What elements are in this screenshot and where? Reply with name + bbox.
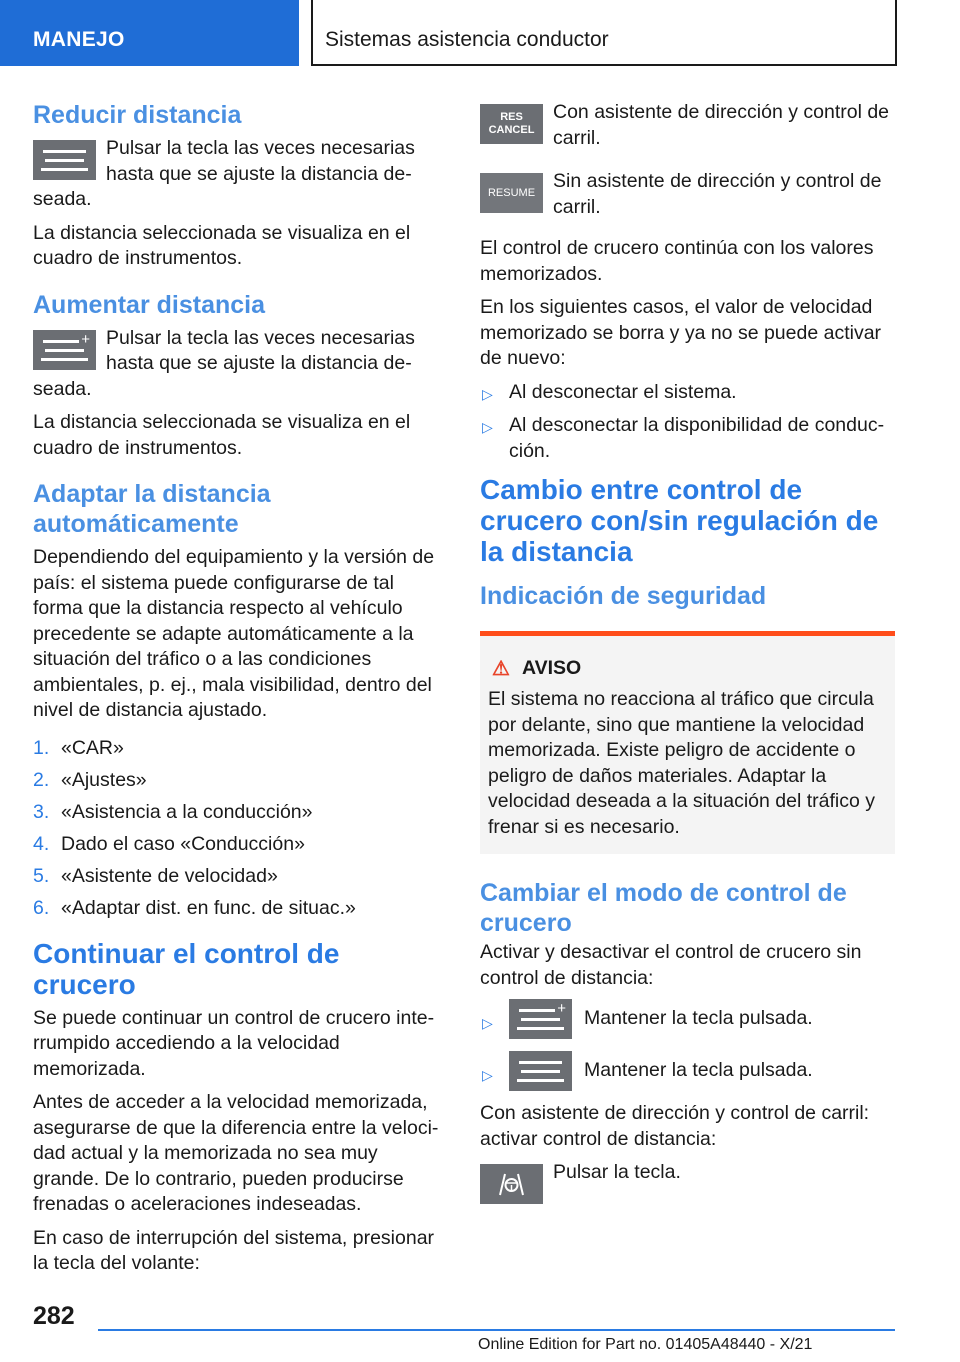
- res-cancel-block: [480, 100, 895, 159]
- warning-triangle-icon: ⚠: [492, 658, 510, 680]
- list-item: ▷ Al desconectar la disponibilidad de conducción.: [482, 414, 885, 462]
- distance-decrease-key-icon: [33, 140, 96, 180]
- list-item: 3. «Asistencia a la conducción»: [33, 800, 313, 823]
- aumentar-note: La distancia seleccionada se visualiza en el cuadro de instrumentos.: [33, 411, 411, 459]
- list-item: ▷ + Mantener la tecla pulsada.: [480, 999, 895, 1039]
- list-item: 5. «Asistente de velocidad»: [33, 864, 278, 887]
- carril-text: Con asistente de dirección y control de carril: activar control de distancia:: [480, 1102, 870, 1150]
- continuar-p3: En caso de interrupción del sistema, presionar la tecla del volante:: [33, 1226, 435, 1274]
- heading-adaptar-distancia: Adaptar la distancia automáticamente: [33, 480, 271, 538]
- list-item: 6. «Adaptar dist. en func. de situac.»: [33, 896, 356, 919]
- aumentar-instruction-block: [33, 326, 448, 411]
- distance-decrease-key-icon: [509, 1051, 572, 1091]
- aumentar-instruction: Pulsar la tecla las veces necesarias hasta que se ajuste la distancia deseada.: [33, 326, 415, 400]
- header-title: Sistemas asistencia conductor: [325, 28, 609, 51]
- pulsar-block: [480, 1160, 895, 1208]
- res-cancel-key-icon: RES CANCEL: [480, 104, 543, 144]
- heading-continuar-control: Continuar el control de crucero: [33, 937, 340, 1000]
- list-item: ▷ Mantener la tecla pulsada.: [480, 1051, 895, 1091]
- heading-indicacion-seguridad: Indicación de seguridad: [480, 582, 767, 610]
- heading-cambiar-modo: Cambiar el modo de control de crucero: [480, 879, 847, 937]
- continuar-p1: Se puede continuar un control de crucero interrumpido accediendo a la velocidad memorizada.: [33, 1006, 435, 1080]
- triangle-bullet-icon: ▷: [482, 1015, 493, 1031]
- footer-edition: Online Edition for Part no. 01405A48440 - X/21: [478, 1336, 813, 1353]
- page-number: 282: [33, 1302, 75, 1330]
- warning-box: [480, 631, 895, 854]
- right-column: [480, 100, 895, 1208]
- modo-list: [480, 999, 895, 1091]
- modo-text: Activar y desactivar el control de crucero sin control de distancia:: [480, 941, 862, 989]
- heading-cambio-control: Cambio entre control de crucero con/sin regulación de la distancia: [480, 474, 879, 567]
- list-item: 4. Dado el caso «Conducción»: [33, 832, 305, 855]
- resume-key-icon: RESUME: [480, 173, 543, 213]
- memorized-values-text: El control de crucero continúa con los valores memorizados.: [480, 237, 874, 285]
- triangle-bullet-icon: ▷: [482, 419, 493, 435]
- adaptar-steps: [33, 732, 448, 924]
- reducir-note: La distancia seleccionada se visualiza en el cuadro de instrumentos.: [33, 221, 411, 269]
- adaptar-body: Dependiendo del equipamiento y la versión de país: el sistema puede configurarse de tal forma que la distancia respecto al vehículo precedente se adapte automáticamente a la situación del tráfico o a las condiciones ambientales, p. ej., mala visibilidad, dentro del nivel de distancia ajustado.: [33, 546, 435, 721]
- warning-text: El sistema no reacciona al tráfico que circula por delante, sino que mantiene la velocidad memorizada. Existe peligro de accidente o peligro de daños materiales. Adaptar la velocidad deseada a la situación del tráfico y frenar si es necesario.: [488, 688, 875, 838]
- lane-assist-key-icon: [480, 1164, 543, 1204]
- resume-block: [480, 169, 895, 228]
- reducir-instruction: Pulsar la tecla las veces necesarias hasta que se ajuste la distancia deseada.: [33, 137, 415, 210]
- continuar-p2: Antes de acceder a la velocidad memorizada, asegurarse de que la diferencia entre la velocidad actual y la memorizada no sea muy grande. De lo contrario, pueden producirse frenadas o aceleraciones indeseadas.: [33, 1091, 439, 1215]
- deleted-values-text: En los siguientes casos, el valor de velocidad memorizado se borra y ya no se puede activar de nuevo:: [480, 296, 882, 369]
- warning-label: AVISO: [521, 657, 582, 679]
- reducir-instruction-block: [33, 136, 448, 221]
- footer-rule: [98, 1329, 895, 1331]
- list-item: 1. «CAR»: [33, 736, 124, 759]
- triangle-bullet-icon: ▷: [482, 385, 493, 402]
- heading-reducir-distancia: Reducir distancia: [33, 101, 242, 129]
- distance-increase-key-icon: +: [509, 999, 572, 1039]
- heading-aumentar-distancia: Aumentar distancia: [33, 290, 266, 319]
- header-section-label: MANEJO: [33, 28, 125, 51]
- deleted-cases-list: [480, 380, 895, 465]
- list-item: ▷ Al desconectar el sistema.: [480, 380, 895, 406]
- resume-text: Sin asistente de dirección y control de carril.: [553, 170, 882, 218]
- left-column: [33, 100, 448, 1285]
- distance-increase-key-icon: +: [33, 330, 96, 370]
- list-item: 2. «Ajustes»: [33, 768, 147, 791]
- res-cancel-text: Con asistente de dirección y control de carril.: [553, 101, 890, 149]
- triangle-bullet-icon: ▷: [482, 1067, 493, 1083]
- pulsar-text: Pulsar la tecla.: [553, 1161, 681, 1183]
